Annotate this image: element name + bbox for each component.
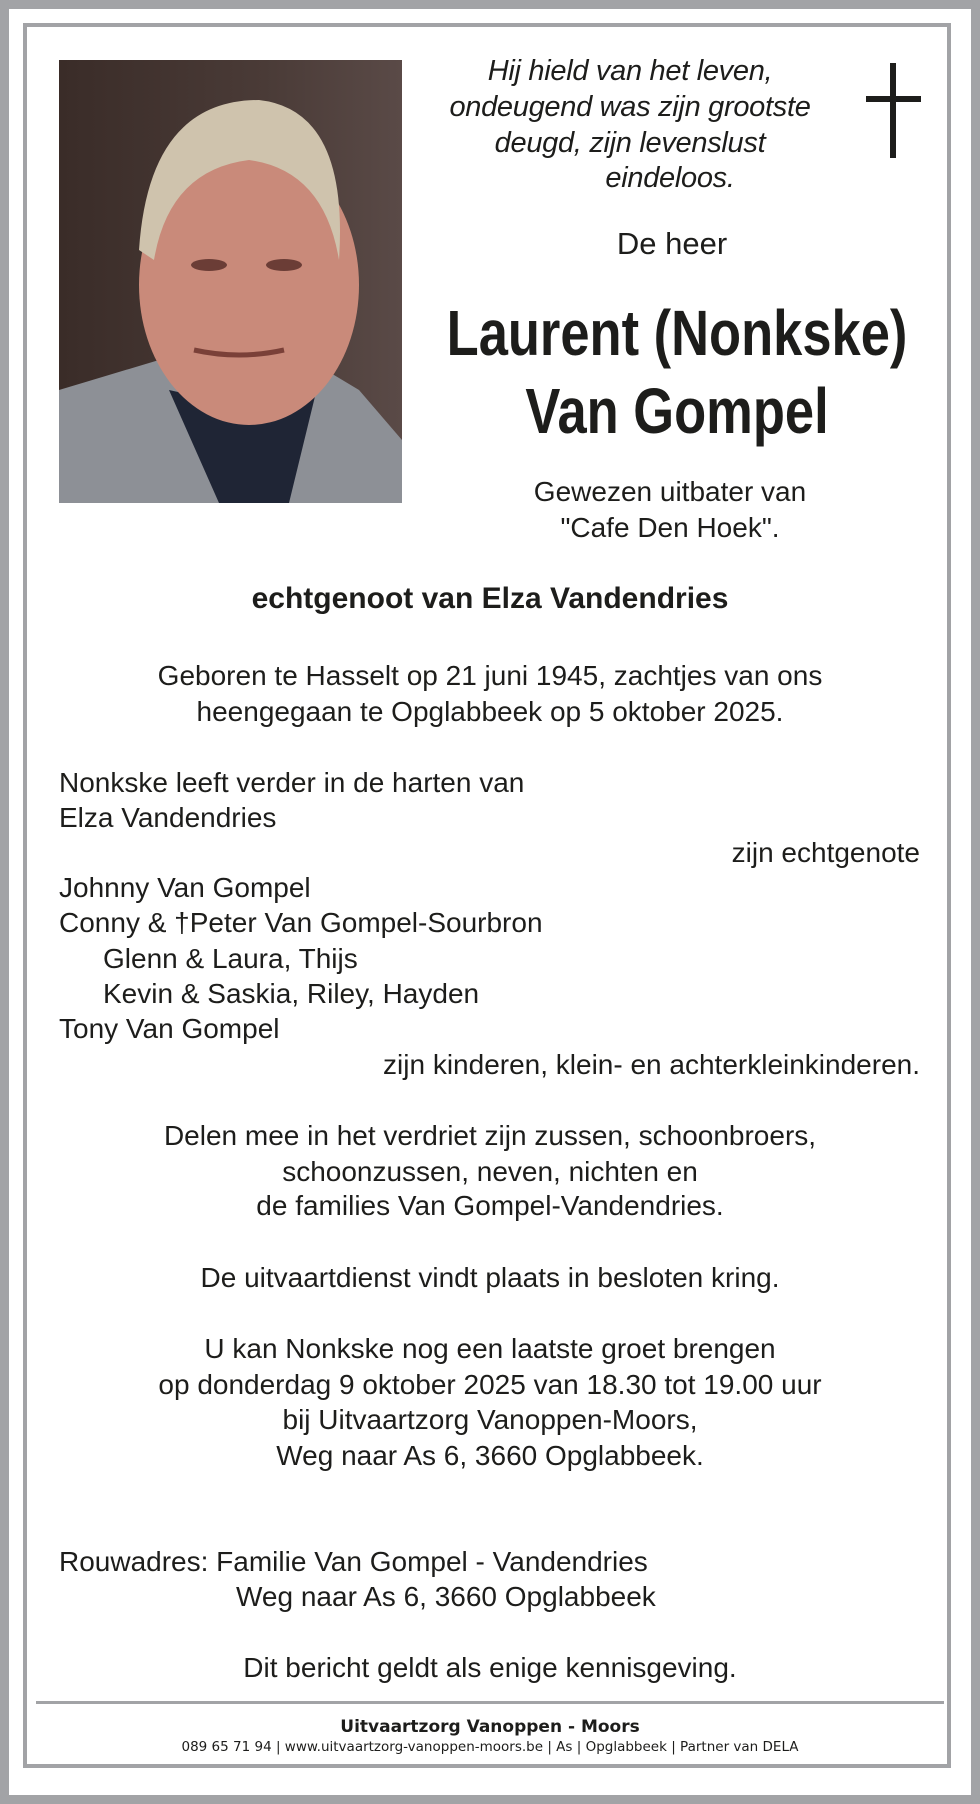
spouse-line: echtgenoot van Elza Vandendries (251, 582, 729, 615)
notice-line: Dit bericht geldt als enige kennisgeving. (243, 1652, 737, 1683)
funeral-home-details: 089 65 71 94 | www.uitvaartzorg-vanoppen-moors.be | As | Opglabbeek | Partner van DELA (181, 1739, 799, 1755)
grief-line: Delen mee in het verdriet zijn zussen, schoonbroers, (163, 1120, 817, 1151)
visit-line: op donderdag 9 oktober 2025 van 18.30 tot 19.00 uur (158, 1369, 822, 1400)
family-child: Conny & †Peter Van Gompel-Sourbron (59, 907, 543, 938)
family-children-role: zijn kinderen, klein- en achterkleinkinderen. (383, 1049, 920, 1080)
cross-icon-bar (866, 96, 921, 102)
visit-line: U kan Nonkske nog een laatste groet brengen (204, 1333, 776, 1364)
mourning-address-street: Weg naar As 6, 3660 Opglabbeek (236, 1581, 656, 1612)
visit-line: Weg naar As 6, 3660 Opglabbeek. (276, 1440, 704, 1471)
portrait-photo (59, 60, 402, 503)
family-child: Johnny Van Gompel (59, 872, 311, 903)
occupation-line: "Cafe Den Hoek". (560, 512, 780, 543)
quote-line: Hij hield van het leven, (487, 55, 773, 87)
deceased-name: Laurent (Nonkske) (446, 297, 908, 369)
quote-line: eindeloos. (605, 162, 735, 194)
family-grandchild: Glenn & Laura, Thijs (103, 943, 358, 974)
cross-icon (890, 63, 896, 158)
deceased-surname: Van Gompel (525, 375, 829, 447)
occupation-line: Gewezen uitbater van (533, 476, 807, 507)
service-line: De uitvaartdienst vindt plaats in besloten kring. (200, 1262, 780, 1293)
salutation: De heer (616, 226, 728, 261)
birth-line: heengegaan te Opglabbeek op 5 oktober 2025. (196, 696, 784, 727)
birth-line: Geboren te Hasselt op 21 juni 1945, zachtjes van ons (157, 660, 823, 691)
funeral-home-name: Uitvaartzorg Vanoppen - Moors (340, 1717, 640, 1737)
quote-line: ondeugend was zijn grootste (449, 91, 811, 123)
family-spouse-role: zijn echtgenote (731, 837, 920, 868)
family-spouse: Elza Vandendries (59, 802, 277, 833)
quote-line: deugd, zijn levenslust (494, 127, 766, 159)
grief-line: de families Van Gompel-Vandendries. (256, 1190, 724, 1221)
footer-divider (36, 1701, 944, 1704)
family-child: Tony Van Gompel (59, 1013, 280, 1044)
grief-line: schoonzussen, neven, nichten en (282, 1156, 698, 1187)
family-intro: Nonkske leeft verder in de harten van (59, 767, 525, 798)
visit-line: bij Uitvaartzorg Vanoppen-Moors, (282, 1404, 698, 1435)
mourning-address: Rouwadres: Familie Van Gompel - Vandendries (59, 1546, 648, 1577)
family-grandchild: Kevin & Saskia, Riley, Hayden (103, 978, 480, 1009)
